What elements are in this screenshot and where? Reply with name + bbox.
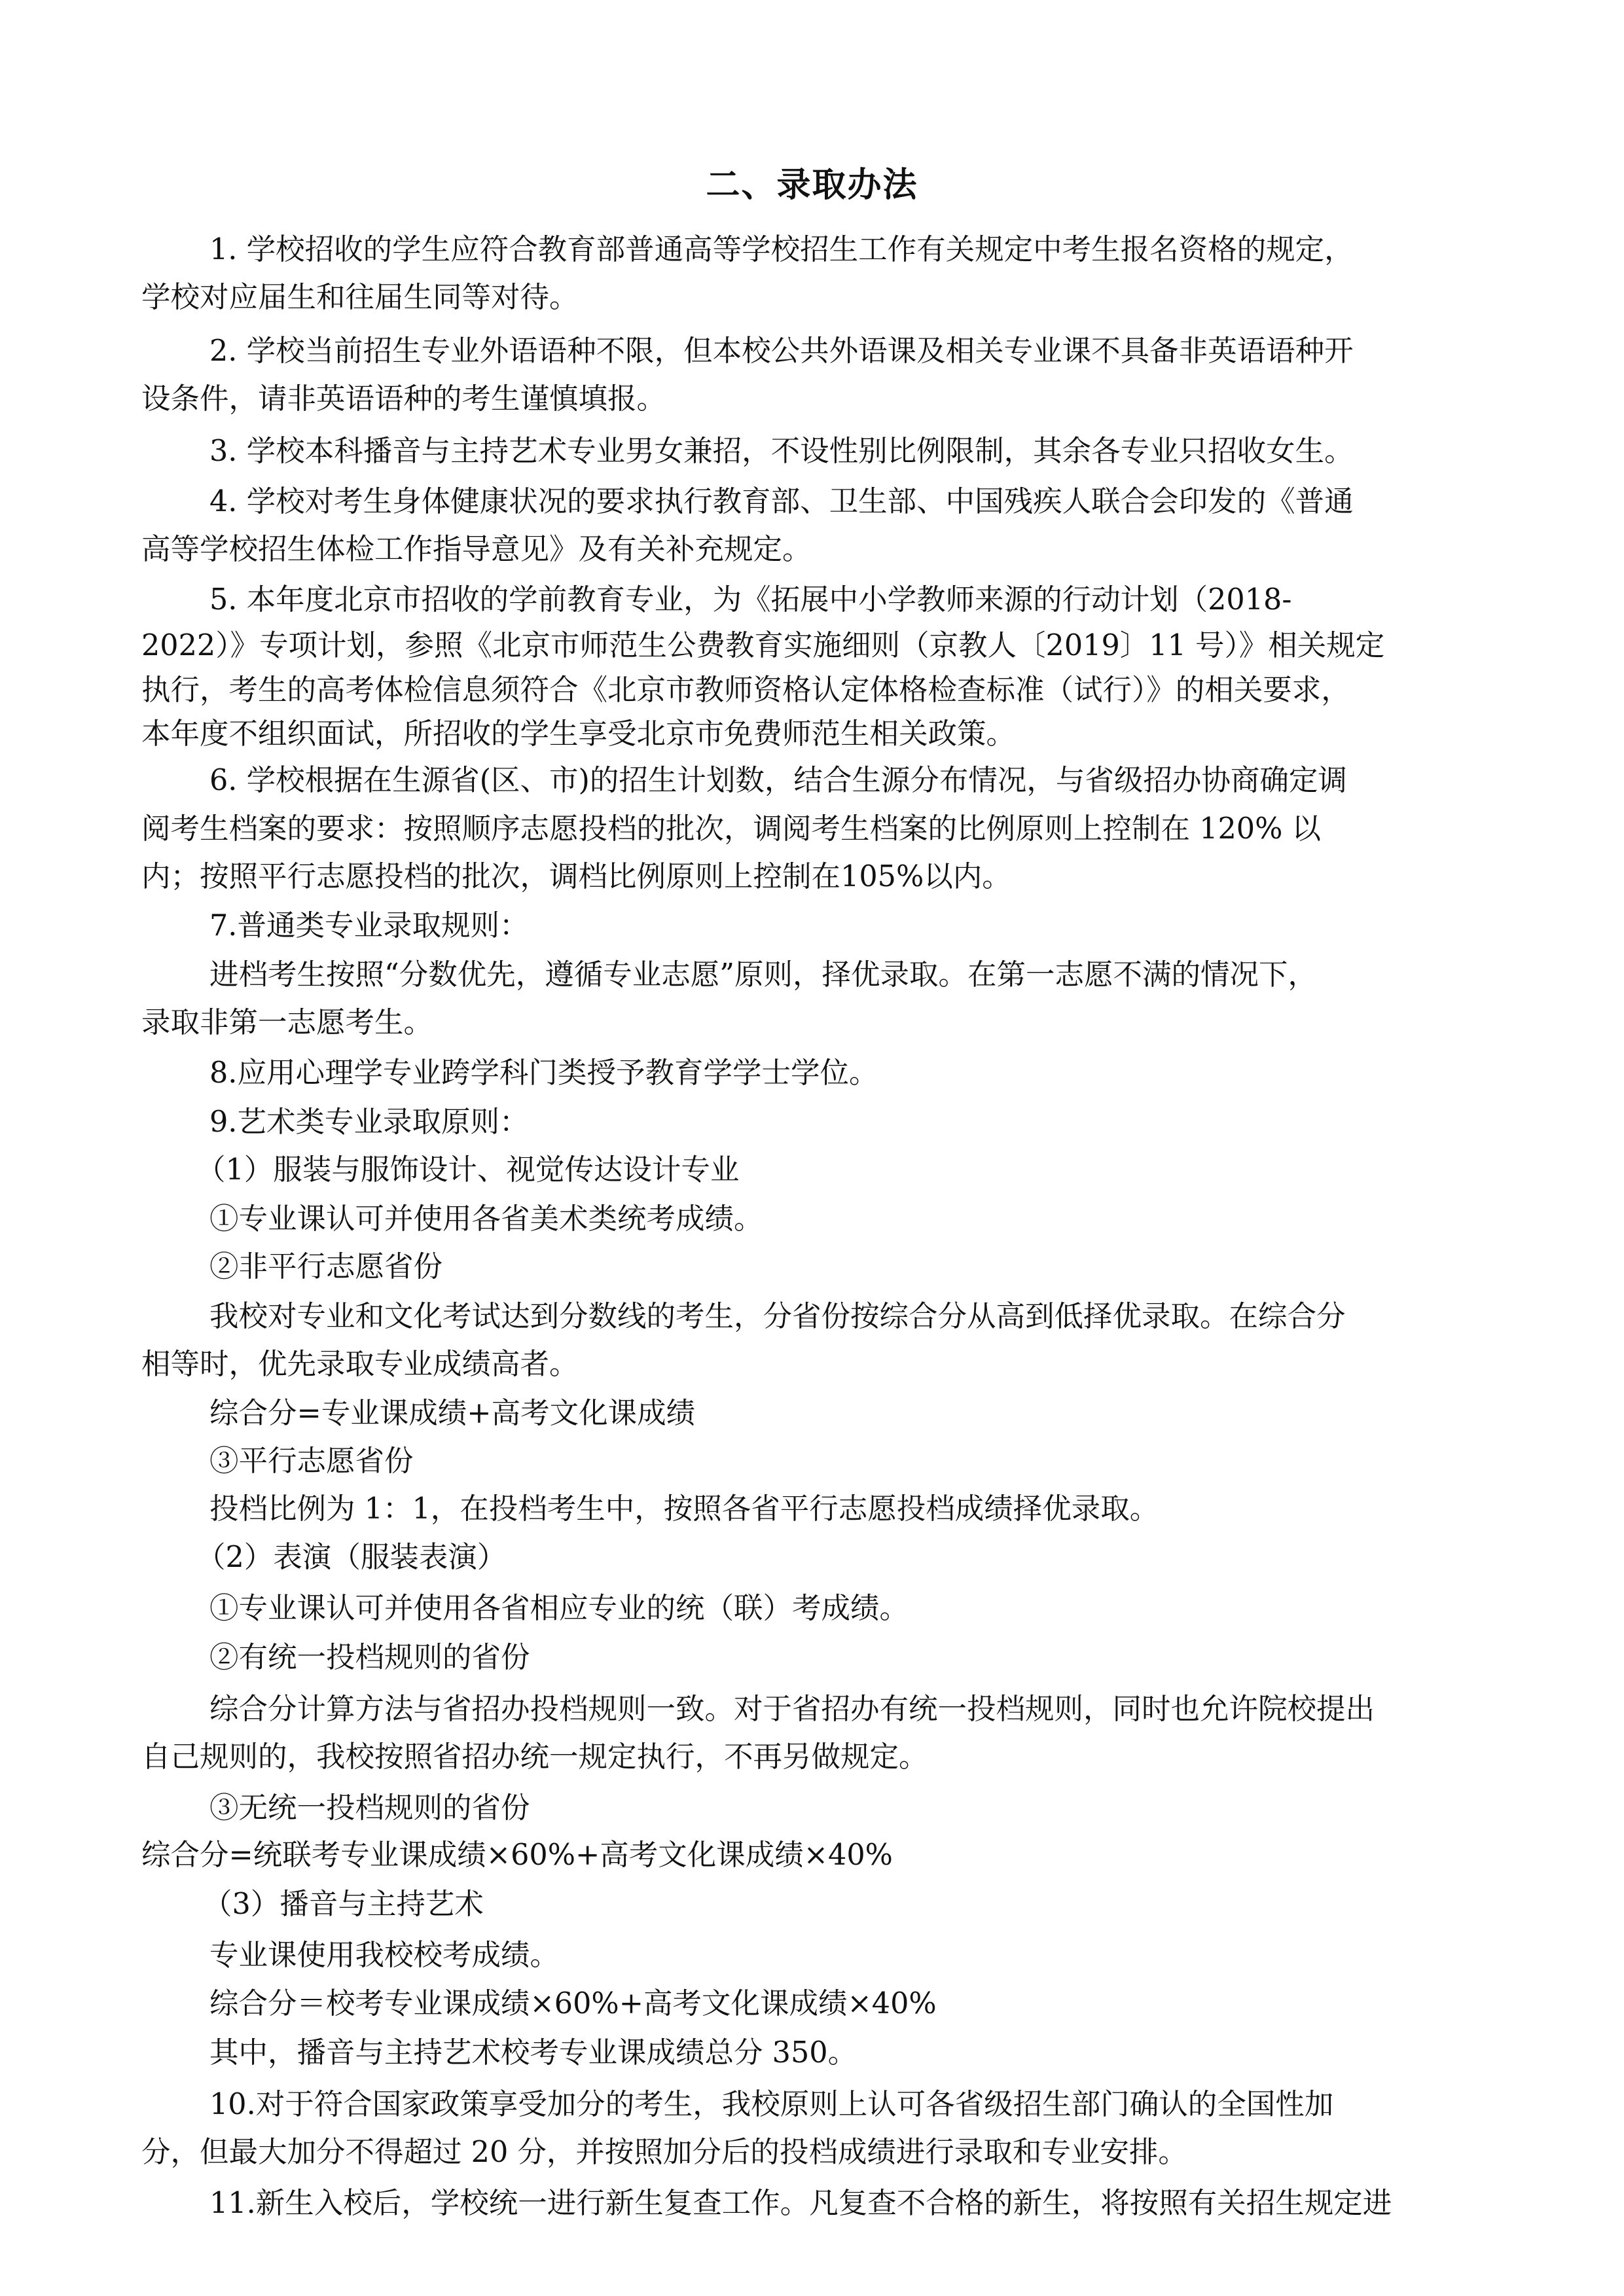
paragraph-line: 自己规则的，我校按照省招办统一规定执行，不再另做规定。 bbox=[141, 1740, 928, 1774]
paragraph-line: 专业课使用我校校考成绩。 bbox=[209, 1939, 560, 1972]
paragraph-line: ③无统一投档规则的省份 bbox=[209, 1791, 530, 1825]
paragraph-line: 综合分＝校考专业课成绩×60%+高考文化课成绩×40% bbox=[209, 1987, 937, 2020]
paragraph-line: 高等学校招生体检工作指导意见》及有关补充规定。 bbox=[141, 533, 812, 566]
paragraph-line: （1）服装与服饰设计、视觉传达设计专业 bbox=[196, 1153, 740, 1187]
paragraph-line: 我校对专业和文化考试达到分数线的考生，分省份按综合分从高到低择优录取。在综合分 bbox=[209, 1300, 1346, 1333]
paragraph-line: 5. 本年度北京市招收的学前教育专业，为《拓展中小学教师来源的行动计划（2018- bbox=[209, 583, 1292, 617]
paragraph-line: ②非平行志愿省份 bbox=[209, 1250, 443, 1283]
paragraph-line: 其中，播音与主持艺术校考专业课成绩总分 350。 bbox=[209, 2036, 857, 2070]
paragraph-line: ②有统一投档规则的省份 bbox=[209, 1641, 530, 1674]
paragraph-line: 6. 学校根据在生源省(区、市)的招生计划数，结合生源分布情况，与省级招办协商确定调 bbox=[209, 764, 1347, 797]
paragraph-line: （3）播音与主持艺术 bbox=[203, 1888, 484, 1921]
paragraph-line: 8.应用心理学专业跨学科门类授予教育学学士学位。 bbox=[209, 1056, 878, 1090]
paragraph-line: 2. 学校当前招生专业外语语种不限，但本校公共外语课及相关专业课不具备非英语语种开 bbox=[209, 334, 1354, 368]
paragraph-line: 综合分=统联考专业课成绩×60%+高考文化课成绩×40% bbox=[141, 1839, 893, 1872]
paragraph-line: 1. 学校招收的学生应符合教育部普通高等学校招生工作有关规定中考生报名资格的规定， bbox=[209, 233, 1354, 266]
paragraph-line: 进档考生按照“分数优先，遵循专业志愿”原则，择优录取。在第一志愿不满的情况下， bbox=[209, 958, 1318, 992]
paragraph-line: 4. 学校对考生身体健康状况的要求执行教育部、卫生部、中国残疾人联合会印发的《普通 bbox=[209, 485, 1354, 518]
paragraph-line: 本年度不组织面试，所招收的学生享受北京市免费师范生相关政策。 bbox=[141, 717, 1016, 751]
paragraph-line: 分，但最大加分不得超过 20 分，并按照加分后的投档成绩进行录取和专业安排。 bbox=[141, 2136, 1187, 2169]
paragraph-line: 10.对于符合国家政策享受加分的考生，我校原则上认可各省级招生部门确认的全国性加 bbox=[209, 2088, 1334, 2121]
paragraph-line: （2）表演（服装表演） bbox=[196, 1541, 507, 1574]
paragraph-line: 综合分计算方法与省招办投档规则一致。对于省招办有统一投档规则，同时也允许院校提出 bbox=[209, 1693, 1375, 1726]
paragraph-line: ③平行志愿省份 bbox=[209, 1444, 414, 1478]
paragraph-line: 执行，考生的高考体检信息须符合《北京市教师资格认定体格检查标准（试行）》的相关要求， bbox=[141, 673, 1350, 707]
paragraph-line: 7.普通类专业录取规则： bbox=[209, 909, 529, 942]
paragraph-line: 录取非第一志愿考生。 bbox=[141, 1006, 433, 1039]
paragraph-line: ①专业课认可并使用各省相应专业的统（联）考成绩。 bbox=[209, 1592, 909, 1625]
paragraph-line: 9.艺术类专业录取原则： bbox=[209, 1105, 529, 1139]
paragraph-line: 相等时，优先录取专业成绩高者。 bbox=[141, 1348, 579, 1381]
paragraph-line: 综合分=专业课成绩+高考文化课成绩 bbox=[209, 1397, 696, 1430]
paragraph-line: 阅考生档案的要求：按照顺序志愿投档的批次，调阅考生档案的比例原则上控制在 120% 以 bbox=[141, 812, 1322, 846]
paragraph-line: 内；按照平行志愿投档的批次，调档比例原则上控制在105%以内。 bbox=[141, 860, 1011, 893]
paragraph-line: 学校对应届生和往届生同等对待。 bbox=[141, 281, 579, 314]
paragraph-line: 3. 学校本科播音与主持艺术专业男女兼招，不设性别比例限制，其余各专业只招收女生。 bbox=[209, 435, 1354, 468]
paragraph-line: 2022）》专项计划，参照《北京市师范生公费教育实施细则（京教人〔2019〕11 号）》相关规定 bbox=[141, 629, 1385, 662]
paragraph-line: 设条件，请非英语语种的考生谨慎填报。 bbox=[141, 382, 666, 416]
page-title: 二、录取办法 bbox=[706, 166, 918, 205]
paragraph-line: ①专业课认可并使用各省美术类统考成绩。 bbox=[209, 1202, 763, 1236]
paragraph-line: 11.新生入校后，学校统一进行新生复查工作。凡复查不合格的新生，将按照有关招生规定进 bbox=[209, 2187, 1392, 2220]
paragraph-line: 投档比例为 1：1，在投档考生中，按照各省平行志愿投档成绩择优录取。 bbox=[209, 1492, 1159, 1526]
